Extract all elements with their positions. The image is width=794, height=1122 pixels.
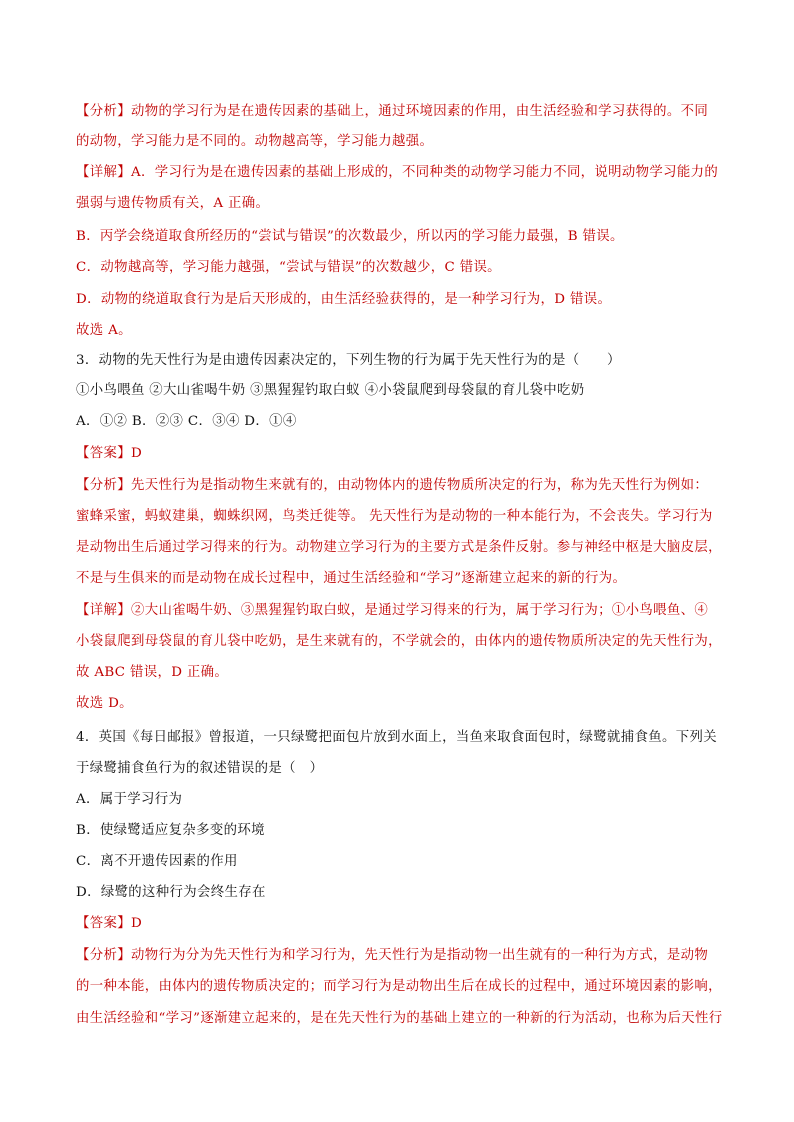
question-4-option-d: D．绿鹭的这种行为会终生存在 xyxy=(76,885,266,900)
text-line: 【分析】先天性行为是指动物生来就有的，由动物体内的遗传物质所决定的行为，称为先天性行为例如： xyxy=(76,478,709,493)
text-line: 由生活经验和“学习”逐渐建立起来的，是在先天性行为的基础上建立的一种新的行为活动，也称为后天性行 xyxy=(76,1011,723,1026)
text-line: 【详解】A．学习行为是在遗传因素的基础上形成的，不同种类的动物学习能力不同，说明动物学习能力的 xyxy=(76,165,719,180)
text-line: 不是与生俱来的而是动物在成长过程中，通过生活经验和“学习”逐渐建立起来的新的行为。 xyxy=(76,571,627,586)
text-line: B．丙学会绕道取食所经历的“尝试与错误”的次数最少，所以丙的学习能力最强，B 错误。 xyxy=(76,229,624,244)
text-line: D．动物的绕道取食行为是后天形成的，由生活经验获得的，是一种学习行为，D 错误。 xyxy=(76,292,612,307)
text-line: 强弱与遗传物质有关，A 正确。 xyxy=(76,196,270,211)
question-4-stem: 4．英国《每日邮报》曾报道，一只绿鹭把面包片放到水面上，当鱼来取食面包时，绿鹭就捕食鱼。下列关 xyxy=(76,730,717,745)
question-3-items: ①小鸟喂鱼 ②大山雀喝牛奶 ③黑猩猩钓取白蚁 ④小袋鼠爬到母袋鼠的育儿袋中吃奶 xyxy=(76,383,585,398)
text-line: 的一种本能，由体内的遗传物质决定的；而学习行为是动物出生后在成长的过程中，通过环境因素的影响， xyxy=(76,979,722,994)
text-line: 【分析】动物的学习行为是在遗传因素的基础上，通过环境因素的作用，由生活经验和学习获得的。不同 xyxy=(76,104,709,119)
answer-label: 【答案】D xyxy=(76,446,143,461)
question-4-option-a: A．属于学习行为 xyxy=(76,792,183,807)
text-line: 故选 D。 xyxy=(76,696,133,711)
text-line: 是动物出生后通过学习得来的行为。动物建立学习行为的主要方式是条件反射。参与神经中枢是大脑皮层， xyxy=(76,540,722,555)
answer-label: 【答案】D xyxy=(76,916,143,931)
question-4-option-b: B．使绿鹭适应复杂多变的环境 xyxy=(76,823,265,838)
text-line: 的动物，学习能力是不同的。动物越高等，学习能力越强。 xyxy=(76,134,434,149)
text-line: C．动物越高等，学习能力越强，“尝试与错误”的次数越少，C 错误。 xyxy=(76,260,501,275)
text-line: 【分析】动物行为分为先天性行为和学习行为，先天性行为是指动物一出生就有的一种行为方式，是动物 xyxy=(76,948,709,963)
text-line: 小袋鼠爬到母袋鼠的育儿袋中吃奶，是生来就有的，不学就会的，由体内的遗传物质所决定的先天性行为， xyxy=(76,634,722,649)
question-4-stem-cont: 于绿鹭捕食鱼行为的叙述错误的是（ ） xyxy=(76,761,324,776)
question-3-options: A．①② B．②③ C．③④ D．①④ xyxy=(76,414,297,429)
question-3-stem: 3．动物的先天性行为是由遗传因素决定的，下列生物的行为属于先天性行为的是（ ） xyxy=(76,353,621,368)
question-4-option-c: C．离不开遗传因素的作用 xyxy=(76,854,238,869)
text-line: 故选 A。 xyxy=(76,323,132,338)
text-line: 蜜蜂采蜜，蚂蚁建巢，蜘蛛织网，鸟类迁徙等。 先天性行为是动物的一种本能行为，不会丧失。学习行为 xyxy=(76,509,713,524)
text-line: 【详解】②大山雀喝牛奶、③黑猩猩钓取白蚁，是通过学习得来的行为，属于学习行为；①小鸟喂鱼、④ xyxy=(76,603,709,618)
text-line: 故 ABC 错误，D 正确。 xyxy=(76,665,229,680)
